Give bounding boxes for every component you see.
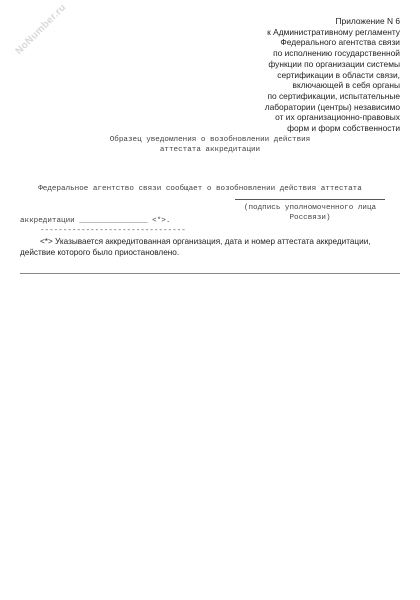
appendix-line: по исполнению государственной <box>273 48 400 59</box>
bottom-divider <box>20 273 400 274</box>
appendix-line: Федерального агентства связи <box>280 37 400 48</box>
title-line-1: Образец уведомления о возобновлении действия <box>109 136 311 144</box>
appendix-line: функции по организации системы <box>268 58 400 69</box>
appendix-header <box>265 16 400 134</box>
signature-caption-line-2: Россвязи) <box>289 214 331 222</box>
document-title <box>0 135 420 155</box>
watermark-logo: NoNumber.ru <box>13 2 69 57</box>
appendix-line: форм и форм собственности <box>287 123 400 134</box>
appendix-line: лаборатории (центры) независимо <box>264 101 400 112</box>
title-line-2: аттестата аккредитации <box>159 146 261 154</box>
signature-caption <box>230 203 390 223</box>
appendix-line: сертификации в области связи, <box>277 69 400 80</box>
body-line-1: Федеральное агентство связи сообщает о возобновлении действия аттестата <box>20 185 362 193</box>
appendix-line: включающей в себя органы <box>292 80 400 91</box>
footnote <box>20 237 402 258</box>
footnote-line-2: действие которого было приостановлено. <box>20 247 180 257</box>
appendix-line: от их организационно-правовых <box>275 112 400 123</box>
appendix-line: по сертификации, испытательные <box>267 90 400 101</box>
footnote-separator: -------------------------------- <box>40 227 186 235</box>
signature-caption-line-1: (подпись уполномоченного лица <box>243 204 377 212</box>
appendix-line: Приложение N 6 <box>335 16 400 26</box>
signature-line <box>235 199 385 200</box>
footnote-line-1: <*> Указывается аккредитованная организация, дата и номер аттестата аккредитации, <box>40 237 371 246</box>
appendix-line: к Административному регламенту <box>267 26 400 37</box>
body-line-2: аккредитации _______________ <*>. <box>20 216 171 225</box>
